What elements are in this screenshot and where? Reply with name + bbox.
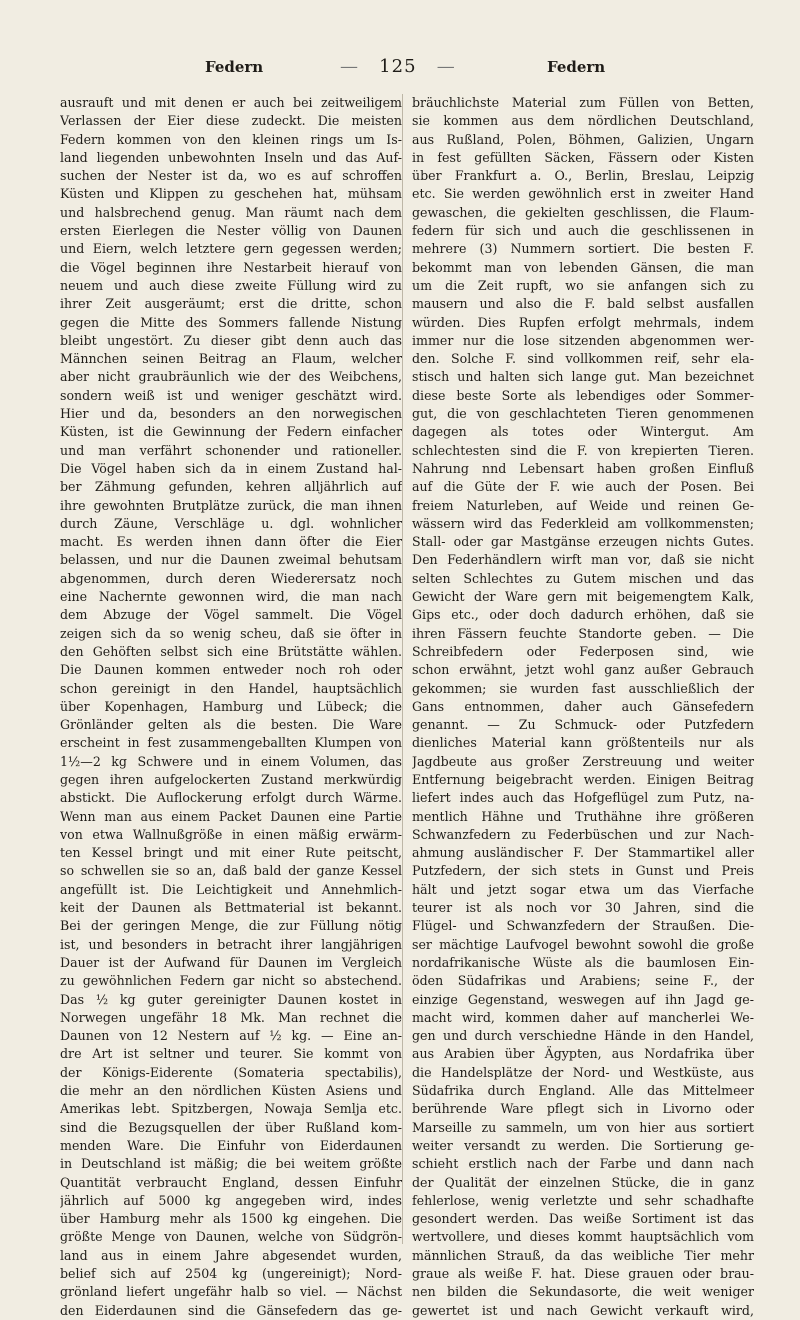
text-line: Stall- oder gar Mastgänse erzeugen nichts Gutes. xyxy=(412,534,754,550)
text-line: belief sich auf 2504 kg (ungereinigt); Nord- xyxy=(60,1266,402,1281)
text-line: Wenn man aus einem Packet Daunen eine Partie xyxy=(60,808,402,824)
text-line: aus Arabien über Ägypten, aus Nordafrika über xyxy=(412,1046,754,1062)
text-line: Amerikas lebt. Spitzbergen, Nowaja Semlja etc. xyxy=(60,1101,402,1117)
text-line: weiter versandt zu werden. Die Sortierung ge- xyxy=(412,1137,754,1153)
text-line: Das ½ kg guter gereinigter Daunen kostet in xyxy=(60,991,402,1007)
text-line: so schwellen sie so an, daß bald der ganze Kessel xyxy=(60,863,402,879)
page-number: 125 xyxy=(379,56,417,77)
text-line: dem Abzuge der Vögel sammelt. Die Vögel xyxy=(60,607,402,623)
text-line: dagegen als totes oder Wintergut. Am xyxy=(412,424,754,440)
text-line: Die Daunen kommen entweder noch roh oder xyxy=(60,662,402,678)
text-line: mausern und also die F. bald selbst ausfallen xyxy=(412,296,754,312)
text-line: erscheint in fest zusammengeballten Klumpen von xyxy=(60,735,402,751)
text-line: bekommt man von lebenden Gänsen, die man xyxy=(412,259,754,275)
text-line: den. Solche F. sind vollkommen reif, sehr ela- xyxy=(412,351,754,367)
text-line: ihrer Zeit ausgeräumt; erst die dritte, schon xyxy=(60,296,402,312)
text-line: Hier und da, besonders an den norwegischen xyxy=(60,406,402,422)
text-line: zu gewöhnlichen Federn gar nicht so abstechend. xyxy=(60,973,402,989)
text-line: ser mächtige Laufvogel bewohnt sowohl die große xyxy=(412,936,754,952)
text-line: aus Rußland, Polen, Böhmen, Galizien, Ungarn xyxy=(412,131,754,147)
text-line: schlechtesten sind die F. von krepierten Tieren. xyxy=(412,442,754,458)
header-right-title: Federn xyxy=(547,58,606,76)
text-line: Grönländer gelten als die besten. Die Ware xyxy=(60,717,402,733)
text-line: eine Nachernte gewonnen wird, die man nach xyxy=(60,589,402,605)
text-line: Quantität verbraucht England, dessen Einfuhr xyxy=(60,1174,402,1190)
text-line: in fest gefüllten Säcken, Fässern oder Kisten xyxy=(412,149,754,165)
right-text-column xyxy=(412,94,754,1320)
left-text-column xyxy=(60,94,402,1320)
text-line: mehrere (3) Nummern sortiert. Die besten F. xyxy=(412,241,754,257)
text-line: liefert indes auch das Hofgeflügel zum Putz, na- xyxy=(412,790,754,806)
text-line: sind die Bezugsquellen der über Rußland kom- xyxy=(60,1119,402,1135)
text-line: ten Kessel bringt und mit einer Rute peitscht, xyxy=(60,845,402,861)
text-line: immer nur die lose sitzenden abgenommen wer- xyxy=(412,332,754,348)
text-line: ersten Eierlegen die Nester völlig von Daunen xyxy=(60,223,402,239)
text-line: über Hamburg mehr als 1500 kg eingehen. Die xyxy=(60,1211,402,1227)
text-line: stisch und halten sich lange gut. Man bezeichnet xyxy=(412,369,754,385)
text-line: gekommen; sie wurden fast ausschließlich der xyxy=(412,680,754,696)
text-line: auf die Güte der F. wie auch der Posen. Bei xyxy=(412,479,754,495)
page-number-group xyxy=(340,56,456,77)
column-divider xyxy=(402,94,403,1244)
text-line: freiem Naturleben, auf Weide und reinen Ge- xyxy=(412,497,754,513)
text-line: land liegenden unbewohnten Inseln und das Auf- xyxy=(60,149,402,165)
text-line: nen bilden die Sekundasorte, die weit weniger xyxy=(412,1284,754,1300)
text-line: dienliches Material kann größtenteils nur als xyxy=(412,735,754,751)
text-line: Bei der geringen Menge, die zur Füllung nötig xyxy=(60,918,402,934)
text-line: bräuchlichste Material zum Füllen von Betten, xyxy=(412,95,754,110)
text-line: Daunen von 12 Nestern auf ½ kg. — Eine an- xyxy=(60,1028,402,1044)
text-line: Flügel- und Schwanzfedern der Straußen. Die- xyxy=(412,918,754,934)
text-line: diese beste Sorte als lebendiges oder Sommer- xyxy=(412,387,754,403)
text-line: den Gehöften selbst sich eine Brütstätte wählen. xyxy=(60,643,402,659)
text-line: die mehr an den nördlichen Küsten Asiens und xyxy=(60,1083,402,1099)
text-line: 1½—2 kg Schwere und in einem Volumen, das xyxy=(60,753,402,769)
text-line: fehlerlose, wenig verletzte und sehr schadhafte xyxy=(412,1192,754,1208)
text-line: aber nicht graubräunlich wie der des Weibchens, xyxy=(60,369,402,385)
text-line: die Vögel beginnen ihre Nestarbeit hierauf von xyxy=(60,259,402,275)
text-line: schon gereinigt in den Handel, hauptsächlich xyxy=(60,680,402,696)
text-line: gewertet ist und nach Gewicht verkauft wird, xyxy=(412,1302,754,1318)
text-line: neuem und auch diese zweite Füllung wird zu xyxy=(60,277,402,293)
text-line: Männchen seinen Beitrag an Flaum, welcher xyxy=(60,351,402,367)
text-line: ihren Fässern feuchte Standorte geben. — Die xyxy=(412,625,754,641)
text-line: zeigen sich da so wenig scheu, daß sie öfter in xyxy=(60,625,402,641)
text-line: gesondert werden. Das weiße Sortiment ist das xyxy=(412,1211,754,1227)
text-line: Schwanzfedern zu Federbüschen und zur Nach- xyxy=(412,826,754,842)
text-line: schieht erstlich nach der Farbe und dann nach xyxy=(412,1156,754,1172)
running-header xyxy=(60,56,740,82)
text-line: abgenommen, durch deren Wiederersatz noch xyxy=(60,570,402,586)
text-line: und halsbrechend genug. Man räumt nach dem xyxy=(60,204,402,220)
text-line: dre Art ist seltner und teurer. Sie kommt von xyxy=(60,1046,402,1062)
text-line: gewaschen, die gekielten geschlissen, die Flaum- xyxy=(412,204,754,220)
text-line: gegen ihren aufgelockerten Zustand merkwürdig xyxy=(60,771,402,787)
text-line: über Frankfurt a. O., Berlin, Breslau, Leipzig xyxy=(412,168,754,184)
text-line: männlichen Strauß, da das weibliche Tier mehr xyxy=(412,1247,754,1263)
text-line: größte Menge von Daunen, welche von Südgrön- xyxy=(60,1229,402,1245)
text-line: federn für sich und auch die geschlissenen in xyxy=(412,223,754,239)
text-line: um die Zeit rupft, wo sie anfangen sich zu xyxy=(412,277,754,293)
header-dash-left: — xyxy=(340,56,359,77)
text-line: und man verfährt schonender und rationeller. xyxy=(60,442,402,458)
text-line: Küsten und Klippen zu geschehen hat, mühsam xyxy=(60,186,402,202)
text-line: Norwegen ungefähr 18 Mk. Man rechnet die xyxy=(60,1009,402,1025)
text-line: berührende Ware pflegt sich in Livorno oder xyxy=(412,1101,754,1117)
text-line: genannt. — Zu Schmuck- oder Putzfedern xyxy=(412,717,754,733)
text-line: macht. Es werden ihnen dann öfter die Eier xyxy=(60,534,402,550)
text-line: graue als weiße F. hat. Diese grauen oder brau- xyxy=(412,1266,754,1281)
text-line: bleibt ungestört. Zu dieser gibt denn auch das xyxy=(60,332,402,348)
text-line: schon erwähnt, jetzt wohl ganz außer Gebrauch xyxy=(412,662,754,678)
text-line: über Kopenhagen, Hamburg und Lübeck; die xyxy=(60,698,402,714)
text-line: keit der Daunen als Bettmaterial ist bekannt. xyxy=(60,900,402,916)
text-line: wässern wird das Federkleid am vollkommensten; xyxy=(412,515,754,531)
text-line: Gewicht der Ware gern mit beigemengtem Kalk, xyxy=(412,589,754,605)
text-line: Verlassen der Eier diese zudeckt. Die meisten xyxy=(60,113,402,129)
text-line: wertvollere, und dieses kommt hauptsächlich vom xyxy=(412,1229,754,1245)
text-line: ausrauft und mit denen er auch bei zeitweiligem xyxy=(60,95,402,110)
text-line: ist, und besonders in betracht ihrer langjährigen xyxy=(60,936,402,952)
text-line: Die Vögel haben sich da in einem Zustand hal- xyxy=(60,460,402,476)
text-line: einzige Gegenstand, weswegen auf ihn Jagd ge- xyxy=(412,991,754,1007)
text-line: Südafrika durch England. Alle das Mittelmeer xyxy=(412,1083,754,1099)
text-line: Küsten, ist die Gewinnung der Federn einfacher xyxy=(60,424,402,440)
text-line: Gans entnommen, daher auch Gänsefedern xyxy=(412,698,754,714)
text-line: abstickt. Die Auflockerung erfolgt durch Wärme. xyxy=(60,790,402,806)
text-line: Jagdbeute aus großer Zerstreuung und weiter xyxy=(412,753,754,769)
text-line: jährlich auf 5000 kg angegeben wird, indes xyxy=(60,1192,402,1208)
text-line: die Handelsplätze der Nord- und Westküste, aus xyxy=(412,1064,754,1080)
text-line: durch Zäune, Verschläge u. dgl. wohnlicher xyxy=(60,515,402,531)
text-line: belassen, und nur die Daunen zweimal behutsam xyxy=(60,552,402,568)
text-line: menden Ware. Die Einfuhr von Eiderdaunen xyxy=(60,1137,402,1153)
text-line: nordafrikanische Wüste als die baumlosen Ein- xyxy=(412,954,754,970)
text-line: suchen der Nester ist da, wo es auf schroffen xyxy=(60,168,402,184)
text-line: Nahrung nnd Lebensart haben großen Einfluß xyxy=(412,460,754,476)
text-line: grönland liefert ungefähr halb so viel. — Nächst xyxy=(60,1284,402,1300)
text-line: würden. Dies Rupfen erfolgt mehrmals, indem xyxy=(412,314,754,330)
text-line: von etwa Wallnußgröße in einen mäßig erwärm- xyxy=(60,826,402,842)
text-line: hält und jetzt sogar etwa um das Vierfache xyxy=(412,881,754,897)
text-line: Dauer ist der Aufwand für Daunen im Vergleich xyxy=(60,954,402,970)
text-line: Gips etc., oder doch dadurch erhöhen, daß sie xyxy=(412,607,754,623)
text-line: teurer ist als noch vor 30 Jahren, sind die xyxy=(412,900,754,916)
text-line: Marseille zu sammeln, um von hier aus sortiert xyxy=(412,1119,754,1135)
text-line: in Deutschland ist mäßig; die bei weitem größte xyxy=(60,1156,402,1172)
text-line: Schreibfedern oder Federposen sind, wie xyxy=(412,643,754,659)
text-line: öden Südafrikas und Arabiens; seine F., der xyxy=(412,973,754,989)
text-line: Den Federhändlern wirft man vor, daß sie nicht xyxy=(412,552,754,568)
text-line: sie kommen aus dem nördlichen Deutschland, xyxy=(412,113,754,129)
header-left-title: Federn xyxy=(205,58,264,76)
text-line: sondern weiß ist und weniger geschätzt wird. xyxy=(60,387,402,403)
text-line: etc. Sie werden gewöhnlich erst in zweiter Hand xyxy=(412,186,754,202)
text-line: selten Schlechtes zu Gutem mischen und das xyxy=(412,570,754,586)
text-line: angefüllt ist. Die Leichtigkeit und Annehmlich- xyxy=(60,881,402,897)
text-line: ahmung ausländischer F. Der Stammartikel aller xyxy=(412,845,754,861)
text-line: ber Zähmung gefunden, kehren alljährlich auf xyxy=(60,479,402,495)
text-line: mentlich Hähne und Truthähne ihre größeren xyxy=(412,808,754,824)
text-line: gegen die Mitte des Sommers fallende Nistung xyxy=(60,314,402,330)
text-line: Putzfedern, der sich stets in Gunst und Preis xyxy=(412,863,754,879)
text-line: land aus in einem Jahre abgesendet wurden, xyxy=(60,1247,402,1263)
text-line: gut, die von geschlachteten Tieren genommenen xyxy=(412,406,754,422)
text-line: den Eiderdaunen sind die Gänsefedern das ge- xyxy=(60,1302,402,1318)
text-line: macht wird, kommen daher auf mancherlei We- xyxy=(412,1009,754,1025)
header-dash-right: — xyxy=(436,56,456,77)
text-line: Entfernung beigebracht werden. Einigen Beitrag xyxy=(412,771,754,787)
text-line: gen und durch verschiedne Hände in den Handel, xyxy=(412,1028,754,1044)
text-line: der Qualität der einzelnen Stücke, die in ganz xyxy=(412,1174,754,1190)
text-line: der Königs-Eiderente (Somateria spectabilis), xyxy=(60,1064,402,1080)
text-line: und Eiern, welch letztere gern gegessen werden; xyxy=(60,241,402,257)
text-line: Federn kommen von den kleinen rings um Is- xyxy=(60,131,402,147)
text-line: ihre gewohnten Brutplätze zurück, die man ihnen xyxy=(60,497,402,513)
